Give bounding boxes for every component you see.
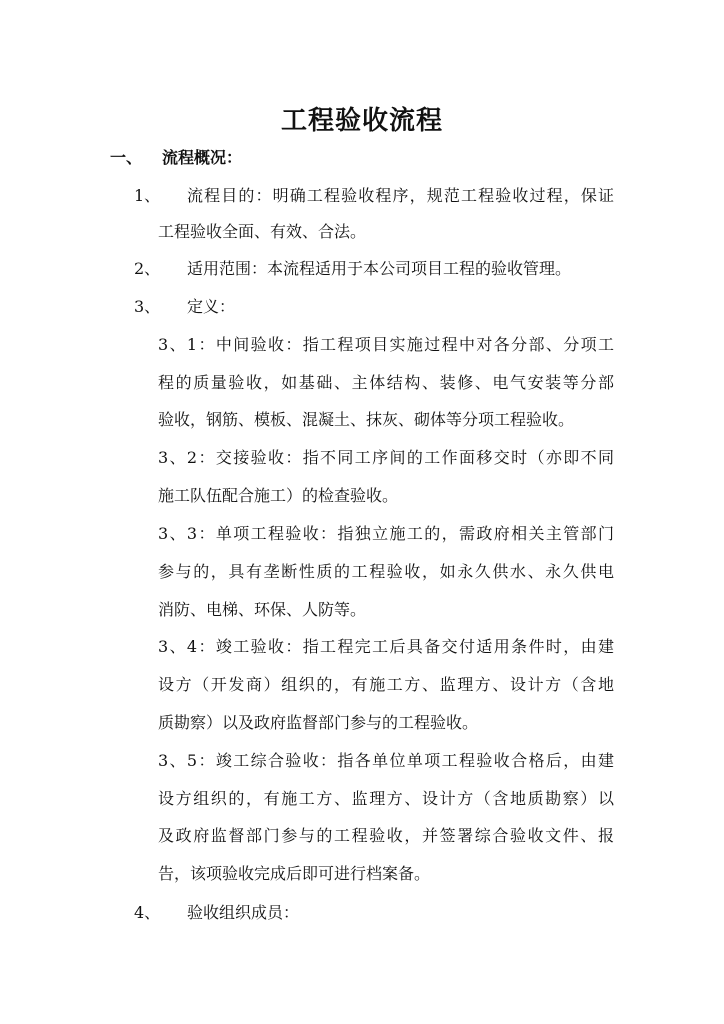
definition-line: 及政府监督部门参与的工程验收，并签署综合验收文件、报 <box>158 826 614 845</box>
item-number: 4、 <box>134 903 161 922</box>
definition-line: 告，该项验收完成后即可进行档案备。 <box>158 864 431 883</box>
definition-line: 程的质量验收，如基础、主体结构、装修、电气安装等分部 <box>158 373 614 392</box>
definition-line: 3、4：竣工验收：指工程完工后具备交付适用条件时，由建 <box>158 637 614 656</box>
definition-line: 设方（开发商）组织的，有施工方、监理方、设计方（含地 <box>158 675 614 694</box>
definition-line: 3、3：单项工程验收：指独立施工的，需政府相关主管部门 <box>158 524 614 543</box>
definition-line: 3、2：交接验收：指不同工序间的工作面移交时（亦即不同 <box>158 448 614 467</box>
item-number: 2、 <box>134 259 161 278</box>
section-heading: 流程概况： <box>162 148 243 167</box>
definition-line: 3、1：中间验收：指工程项目实施过程中对各分部、分项工 <box>158 335 614 354</box>
section-number: 一、 <box>110 148 143 167</box>
definition-line: 3、5：竣工综合验收：指各单位单项工程验收合格后，由建 <box>158 751 614 770</box>
definition-line: 质勘察）以及政府监督部门参与的工程验收。 <box>158 713 479 732</box>
item-number: 1、 <box>134 186 161 205</box>
definition-line: 消防、电梯、环保、人防等。 <box>158 600 367 619</box>
item-text-line: 流程目的：明确工程验收程序，规范工程验收过程，保证 <box>187 186 614 205</box>
definition-line: 施工队伍配合施工）的检查验收。 <box>158 486 399 505</box>
item-number: 3、 <box>134 297 161 316</box>
document-title: 工程验收流程 <box>280 106 443 136</box>
item-text-line: 验收组织成员： <box>187 903 300 922</box>
item-text-line: 适用范围：本流程适用于本公司项目工程的验收管理。 <box>187 259 572 278</box>
definition-line: 验收，钢筋、模板、混凝土、抹灰、砌体等分项工程验收。 <box>158 410 575 429</box>
item-text-line: 定义： <box>187 297 236 316</box>
definition-line: 设方组织的，有施工方、监理方、设计方（含地质勘察）以 <box>158 789 614 808</box>
item-text-line: 工程验收全面、有效、合法。 <box>158 222 367 241</box>
definition-line: 参与的，具有垄断性质的工程验收，如永久供水、永久供电 <box>158 562 614 581</box>
